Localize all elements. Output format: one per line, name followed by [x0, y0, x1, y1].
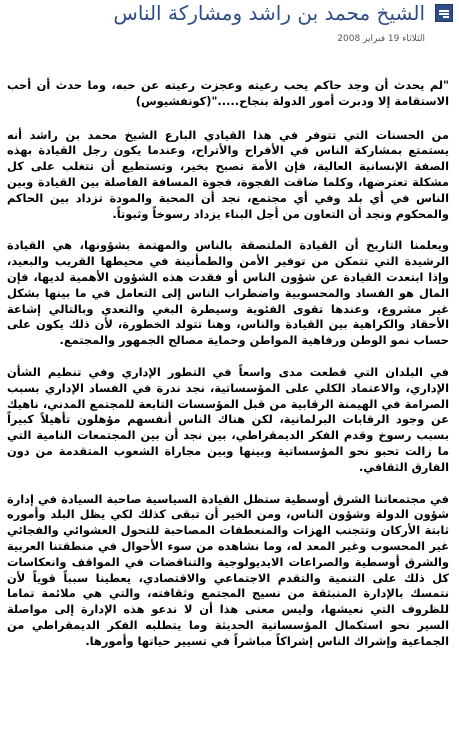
opening-quote: "لم يحدث أن وجد حاكم يحب رعيته وعجزت رعيته عن حبه، وما حدث أن أحب الاستقامة إلا ودبرت أمور الدولة بنجاح....."(كونفشيوس)	[7, 78, 449, 108]
article-paragraph-1: من الحسنات التي تتوفر في هذا القيادي البارع الشيخ محمد بن راشد أنه يستمتع بمشاركة الناس في الأفراح والأتراح، وعندما يكون رجل القيادة بهذه الصفة الإنسانية العالية، فإن الأمة تصبح بخير، وتستطيع أن تتغلب على كل مشكلة تعترضها، وكلما ضاقت الفجوة، فجوة المسافة الفاصلة بين القيادة وبين الناس في أي بلد وفي أي مجتمع، نجد أن المحبة والمودة تزداد بين الحاكم والمحكوم ونجد أن التعاون من أجل البناء يزداد رسوخاً وثبوتاً.	[7, 127, 449, 221]
post-title[interactable]: الشيخ محمد بن راشد ومشاركة الناس	[113, 1, 425, 25]
article-paragraph-4: في مجتمعاتنا الشرق أوسطية ستظل القيادة السياسية صاحبة السيادة في إدارة شؤون الدولة وشؤون الناس، ومن الخير أن تبقى كذلك لكي يظل البلد وأموره ثابتة الأركان وتتجنب الهزات والمنعطفات المصاحبة للتحول العشوائي والفجائي غير المحسوب وغير المعد له، وما نشاهده من سوء الأحوال في منطقتنا العربية والشرق أوسطية والصراعات الايديولوجية والتناقضات في المواقف وانعكاسات كل ذلك على التنمية والتقدم الاجتماعي والاقتصادي، يعطينا سبباً قوياً لأن نتمسك بالإدارة المنبثقة من نسيج المجتمع وثقافته، والتي هي ملائمة تماما للظروف التي نعيشها، وليس معنى هذا أن لا ندعو هذه الإدارة إلى مواصلة السير نحو استكمال المؤسساتية الحديثة وما يتطلبه الفكر الديمقراطي من الجماعية وإشراك الناس إشراكاً مباشراً في تسيير حياتها وأمورها.	[7, 491, 449, 648]
document-icon	[435, 4, 453, 22]
post-header	[0, 0, 459, 44]
article-body	[7, 78, 449, 666]
post-date: الثلاثاء 19 فبراير 2008	[337, 34, 425, 44]
article-paragraph-2: ويعلمنا التاريخ أن القيادة الملتصقة بالناس والمهتمة بشؤونها، هي القيادة الرشيدة التي تتمكن من توفير الأمن والطمأنينة في محيطها القريب والبعيد، وإذا ابتعدت القيادة عن شؤون الناس أو فقدت هذه الشؤون الأهمية لديها، فإن المال هو الفساد والمحسوبية واضطراب الناس إلى التعامل في ما بينها بشكل غير مشروع، وعندها تقوى الفئوية وسيطرة البغي والتعدي وبالتالي إشاعة الأحقاد والكراهية بين القيادة والناس، وهنا تتولد الخطورة، لأن ذلك يكون على حساب نمو الوطن ورفاهية المواطن وحماية مصالح الجمهور والمجتمع.	[7, 238, 449, 348]
article-paragraph-3: في البلدان التي قطعت مدى واسعاً في التطور الإداري وفي تنظيم الشأن الإداري، والاعتماد الكلي على المؤسساتية، نجد ندرة في الفساد الإداري بسبب الصرامة في الهيمنة الرقابية من قبل المؤسسات التابعة للمجتمع المدني، ناهيك عن وجود الرقابات البرلمانية، لكن هناك الناس أنفسهم مؤهلون تأهيلاً كبيراً بسبب رسوخ وقدم الفكر الديمقراطي، بين نجد أن بين المجتمعات النامية التي ما زالت تحبو نحو المؤسساتية وبينها وبين مجاراة الشعوب المتقدمة من دون الفارق الثقافي.	[7, 364, 449, 474]
